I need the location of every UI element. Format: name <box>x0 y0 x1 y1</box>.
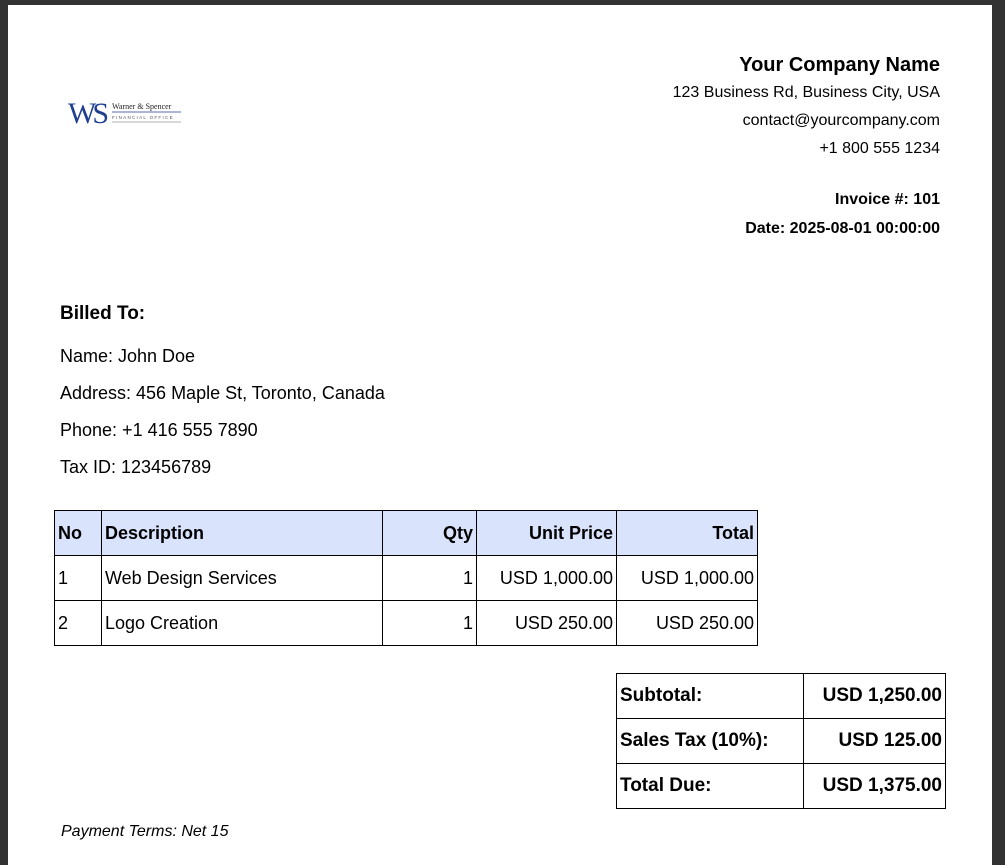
items-table <box>54 510 758 646</box>
company-name: Your Company Name <box>739 54 940 76</box>
header-total: Total <box>617 511 758 556</box>
header-no: No <box>55 511 102 556</box>
total-due-row <box>617 764 946 809</box>
cell-unit-price: USD 250.00 <box>477 601 617 646</box>
subtotal-value: USD 1,250.00 <box>804 674 946 719</box>
tax-row <box>617 719 946 764</box>
total-due-value: USD 1,375.00 <box>804 764 946 809</box>
cell-description: Web Design Services <box>102 556 383 601</box>
total-due-label: Total Due: <box>617 764 804 809</box>
invoice-page <box>8 5 992 865</box>
company-phone: +1 800 555 1234 <box>819 140 940 157</box>
totals-table <box>616 673 946 809</box>
table-row <box>55 601 758 646</box>
company-logo <box>68 97 188 127</box>
tax-value: USD 125.00 <box>804 719 946 764</box>
company-address: 123 Business Rd, Business City, USA <box>672 84 940 101</box>
cell-unit-price: USD 1,000.00 <box>477 556 617 601</box>
header-description: Description <box>102 511 383 556</box>
subtotal-row <box>617 674 946 719</box>
billed-address: Address: 456 Maple St, Toronto, Canada <box>60 383 385 403</box>
billed-tax-id: Tax ID: 123456789 <box>60 457 212 477</box>
billed-to-heading: Billed To: <box>60 303 146 324</box>
cell-qty: 1 <box>383 556 477 601</box>
svg-text:FINANCIAL OFFICE: FINANCIAL OFFICE <box>112 115 174 120</box>
cell-no: 1 <box>55 556 102 601</box>
svg-text:WS: WS <box>68 97 105 127</box>
header-qty: Qty <box>383 511 477 556</box>
billed-phone: Phone: +1 416 555 7890 <box>60 420 258 440</box>
company-email: contact@yourcompany.com <box>742 112 940 129</box>
header-unit-price: Unit Price <box>477 511 617 556</box>
cell-total: USD 250.00 <box>617 601 758 646</box>
table-header-row <box>55 511 758 556</box>
subtotal-label: Subtotal: <box>617 674 804 719</box>
payment-terms: Payment Terms: Net 15 <box>61 823 229 840</box>
invoice-number: Invoice #: 101 <box>835 191 940 208</box>
table-row <box>55 556 758 601</box>
cell-description: Logo Creation <box>102 601 383 646</box>
cell-total: USD 1,000.00 <box>617 556 758 601</box>
svg-text:Warner & Spencer: Warner & Spencer <box>112 102 172 111</box>
invoice-date: Date: 2025-08-01 00:00:00 <box>745 220 940 237</box>
cell-qty: 1 <box>383 601 477 646</box>
billed-name: Name: John Doe <box>60 346 196 366</box>
tax-label: Sales Tax (10%): <box>617 719 804 764</box>
cell-no: 2 <box>55 601 102 646</box>
